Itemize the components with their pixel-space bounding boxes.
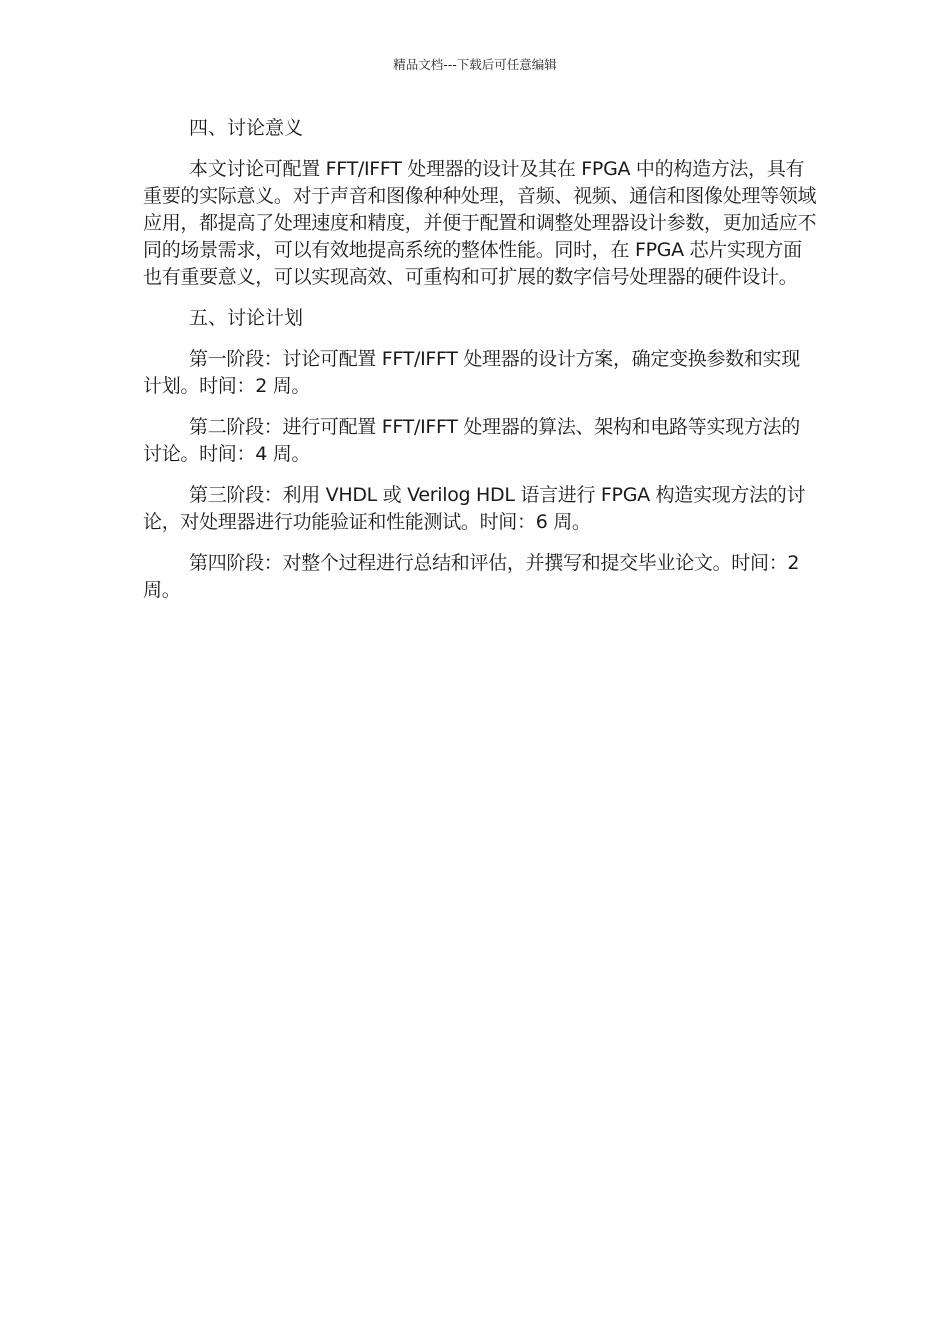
section-heading-plan: 五、讨论计划 [189,307,304,329]
paragraph-stage-3: 第三阶段：利用 VHDL 或 Verilog HDL 语言进行 FPGA 构造实现方法的讨论，对处理器进行功能验证和性能测试。时间：6 周。 [143,484,806,533]
paragraph-significance: 本文讨论可配置 FFT/IFFT 处理器的设计及其在 FPGA 中的构造方法，具有重要的实际意义。对于声音和图像种种处理，音频、视频、通信和图像处理等领域应用，都提高了处理速度和精度，并便于配置和调整处理器设计参数，更加适应不同的场景需求，可以有效地提高系统的整体性能。同时，在 FPGA 芯片实现方面也有重要意义，可以实现高效、可重构和可扩展的数字信号处理器的硬件设计。 [143,158,817,288]
document-body [143,115,818,618]
paragraph-stage-4: 第四阶段：对整个过程进行总结和评估，并撰写和提交毕业论文。时间：2 周。 [143,552,800,601]
section-heading-significance: 四、讨论意义 [189,117,304,139]
paragraph-stage-2: 第二阶段：进行可配置 FFT/IFFT 处理器的算法、架构和电路等实现方法的讨论。时间：4 周。 [143,416,800,465]
paragraph-stage-1: 第一阶段：讨论可配置 FFT/IFFT 处理器的设计方案，确定变换参数和实现计划。时间：2 周。 [143,348,800,397]
page-header: 精品文档---下载后可任意编辑 [393,57,557,72]
